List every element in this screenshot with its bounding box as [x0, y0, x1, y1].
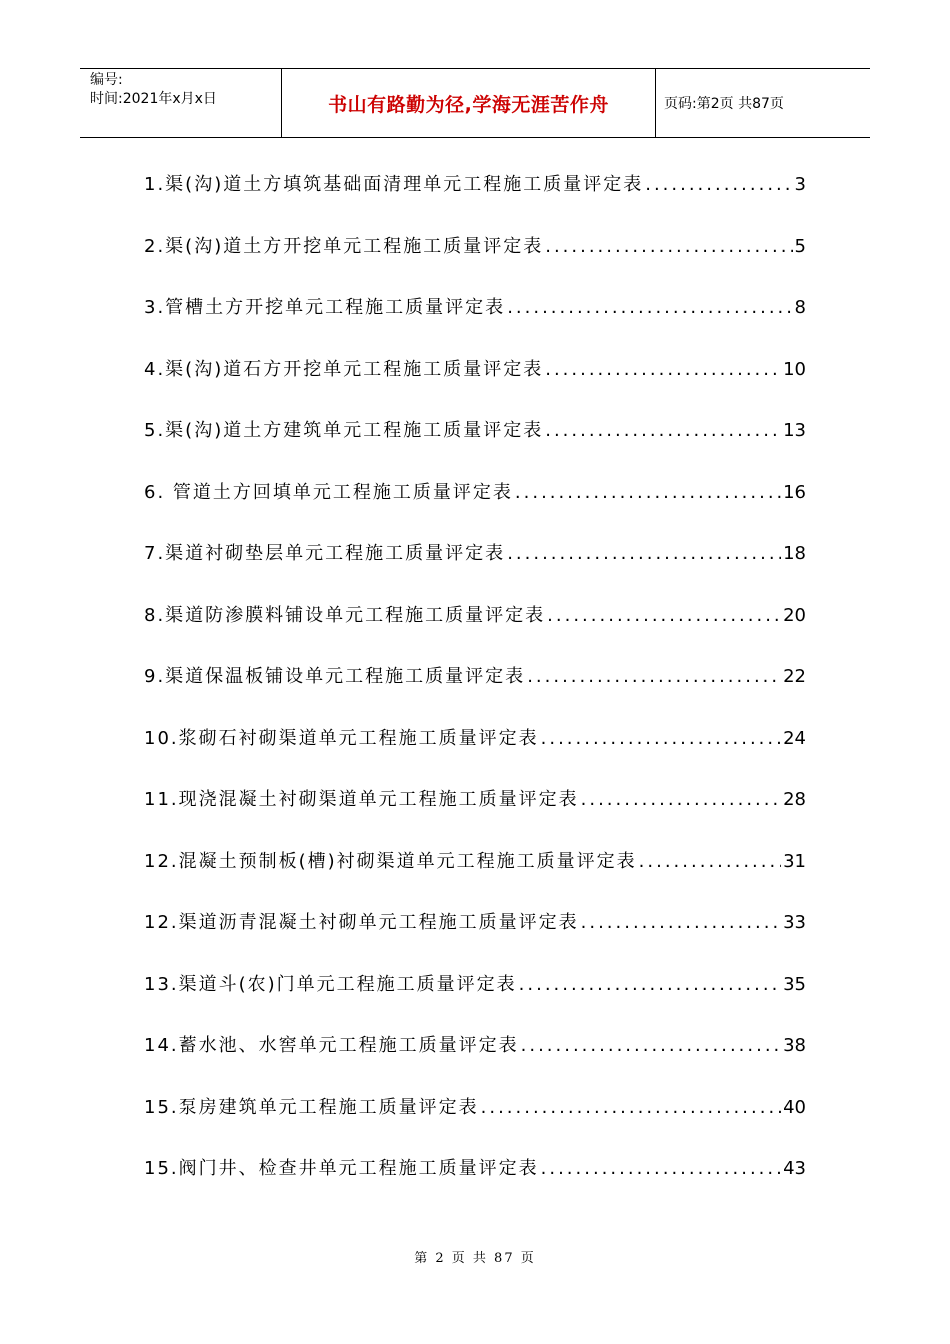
toc-entry-title: 6. 管道土方回填单元工程施工质量评定表	[144, 481, 513, 503]
toc-entry-page: 22	[783, 666, 806, 687]
toc-leader-dots	[521, 1035, 781, 1056]
toc-leader-dots	[519, 974, 781, 995]
toc-entry[interactable]	[144, 1031, 806, 1093]
toc-entry[interactable]	[144, 908, 806, 970]
toc-entry[interactable]	[144, 1154, 806, 1216]
toc-entry-title: 4.渠(沟)道石方开挖单元工程施工质量评定表	[144, 358, 544, 380]
toc-leader-dots	[581, 789, 781, 810]
toc-entry-title: 7.渠道衬砌垫层单元工程施工质量评定表	[144, 543, 506, 564]
toc-entry[interactable]	[144, 785, 806, 847]
document-date: 时间:2021年x月x日	[90, 91, 217, 107]
toc-entry[interactable]	[144, 355, 806, 417]
toc-leader-dots	[507, 543, 781, 564]
toc-leader-dots	[547, 605, 781, 626]
toc-leader-dots	[481, 1097, 781, 1118]
toc-leader-dots	[545, 420, 781, 441]
toc-entry-title: 12.渠道沥青混凝土衬砌单元工程施工质量评定表	[144, 912, 579, 933]
toc-entry-title: 9.渠道保温板铺设单元工程施工质量评定表	[144, 666, 526, 687]
toc-entry-page: 24	[783, 727, 806, 749]
toc-leader-dots	[527, 666, 781, 687]
header-motto: 书山有路勤为径,学海无涯苦作舟	[282, 69, 656, 137]
toc-entry-page: 31	[783, 850, 806, 872]
toc-leader-dots	[545, 236, 792, 257]
toc-entry-page: 16	[783, 481, 806, 503]
toc-entry-title: 3.管槽土方开挖单元工程施工质量评定表	[144, 297, 506, 318]
toc-entry-page: 8	[794, 297, 806, 318]
toc-entry-title: 10.浆砌石衬砌渠道单元工程施工质量评定表	[144, 727, 539, 749]
toc-leader-dots	[639, 851, 781, 872]
toc-entry-title: 11.现浇混凝土衬砌渠道单元工程施工质量评定表	[144, 789, 579, 810]
toc-entry[interactable]	[144, 970, 806, 1032]
toc-leader-dots	[541, 1158, 781, 1179]
toc-entry-title: 13.渠道斗(农)门单元工程施工质量评定表	[144, 973, 517, 995]
toc-entry[interactable]	[144, 293, 806, 355]
toc-leader-dots	[645, 174, 792, 195]
toc-entry-page: 40	[783, 1096, 806, 1118]
toc-entry-page: 3	[794, 174, 806, 195]
toc-leader-dots	[515, 482, 781, 503]
toc-entry-page: 20	[783, 604, 806, 626]
toc-entry[interactable]	[144, 232, 806, 294]
toc-entry-page: 35	[783, 973, 806, 995]
toc-entry[interactable]	[144, 539, 806, 601]
toc-entry-title: 15.泵房建筑单元工程施工质量评定表	[144, 1096, 479, 1118]
toc-leader-dots	[507, 297, 792, 318]
header-meta	[80, 69, 282, 137]
toc-leader-dots	[581, 912, 781, 933]
toc-entry[interactable]	[144, 170, 806, 232]
toc-entry-page: 10	[783, 358, 806, 380]
page-footer: 第 2 页 共 87 页	[414, 1251, 536, 1266]
header-page-info: 页码:第2页 共87页	[664, 96, 784, 112]
toc-entry[interactable]	[144, 478, 806, 540]
toc-entry[interactable]	[144, 1093, 806, 1155]
toc-entry-title: 2.渠(沟)道土方开挖单元工程施工质量评定表	[144, 235, 544, 257]
toc-entry-page: 13	[783, 420, 806, 441]
toc-entry-page: 43	[783, 1158, 806, 1179]
toc-entry-page: 18	[783, 543, 806, 564]
document-number-label: 编号:	[90, 72, 123, 88]
toc-entry[interactable]	[144, 724, 806, 786]
toc-leader-dots	[545, 359, 781, 380]
table-of-contents	[144, 170, 806, 1216]
page-header	[80, 68, 870, 138]
toc-entry[interactable]	[144, 601, 806, 663]
toc-entry[interactable]	[144, 416, 806, 478]
toc-entry-title: 8.渠道防渗膜料铺设单元工程施工质量评定表	[144, 604, 546, 626]
toc-entry-page: 33	[783, 912, 806, 933]
toc-entry-page: 28	[783, 789, 806, 810]
toc-entry-page: 38	[783, 1035, 806, 1056]
toc-entry[interactable]	[144, 847, 806, 909]
toc-entry-title: 15.阀门井、检查井单元工程施工质量评定表	[144, 1158, 539, 1179]
toc-entry-title: 14.蓄水池、水窖单元工程施工质量评定表	[144, 1035, 519, 1056]
toc-leader-dots	[541, 728, 781, 749]
toc-entry-page: 5	[794, 235, 806, 257]
toc-entry[interactable]	[144, 662, 806, 724]
toc-entry-title: 12.混凝土预制板(槽)衬砌渠道单元工程施工质量评定表	[144, 850, 637, 872]
toc-entry-title: 1.渠(沟)道土方填筑基础面清理单元工程施工质量评定表	[144, 174, 644, 195]
toc-entry-title: 5.渠(沟)道土方建筑单元工程施工质量评定表	[144, 420, 544, 441]
